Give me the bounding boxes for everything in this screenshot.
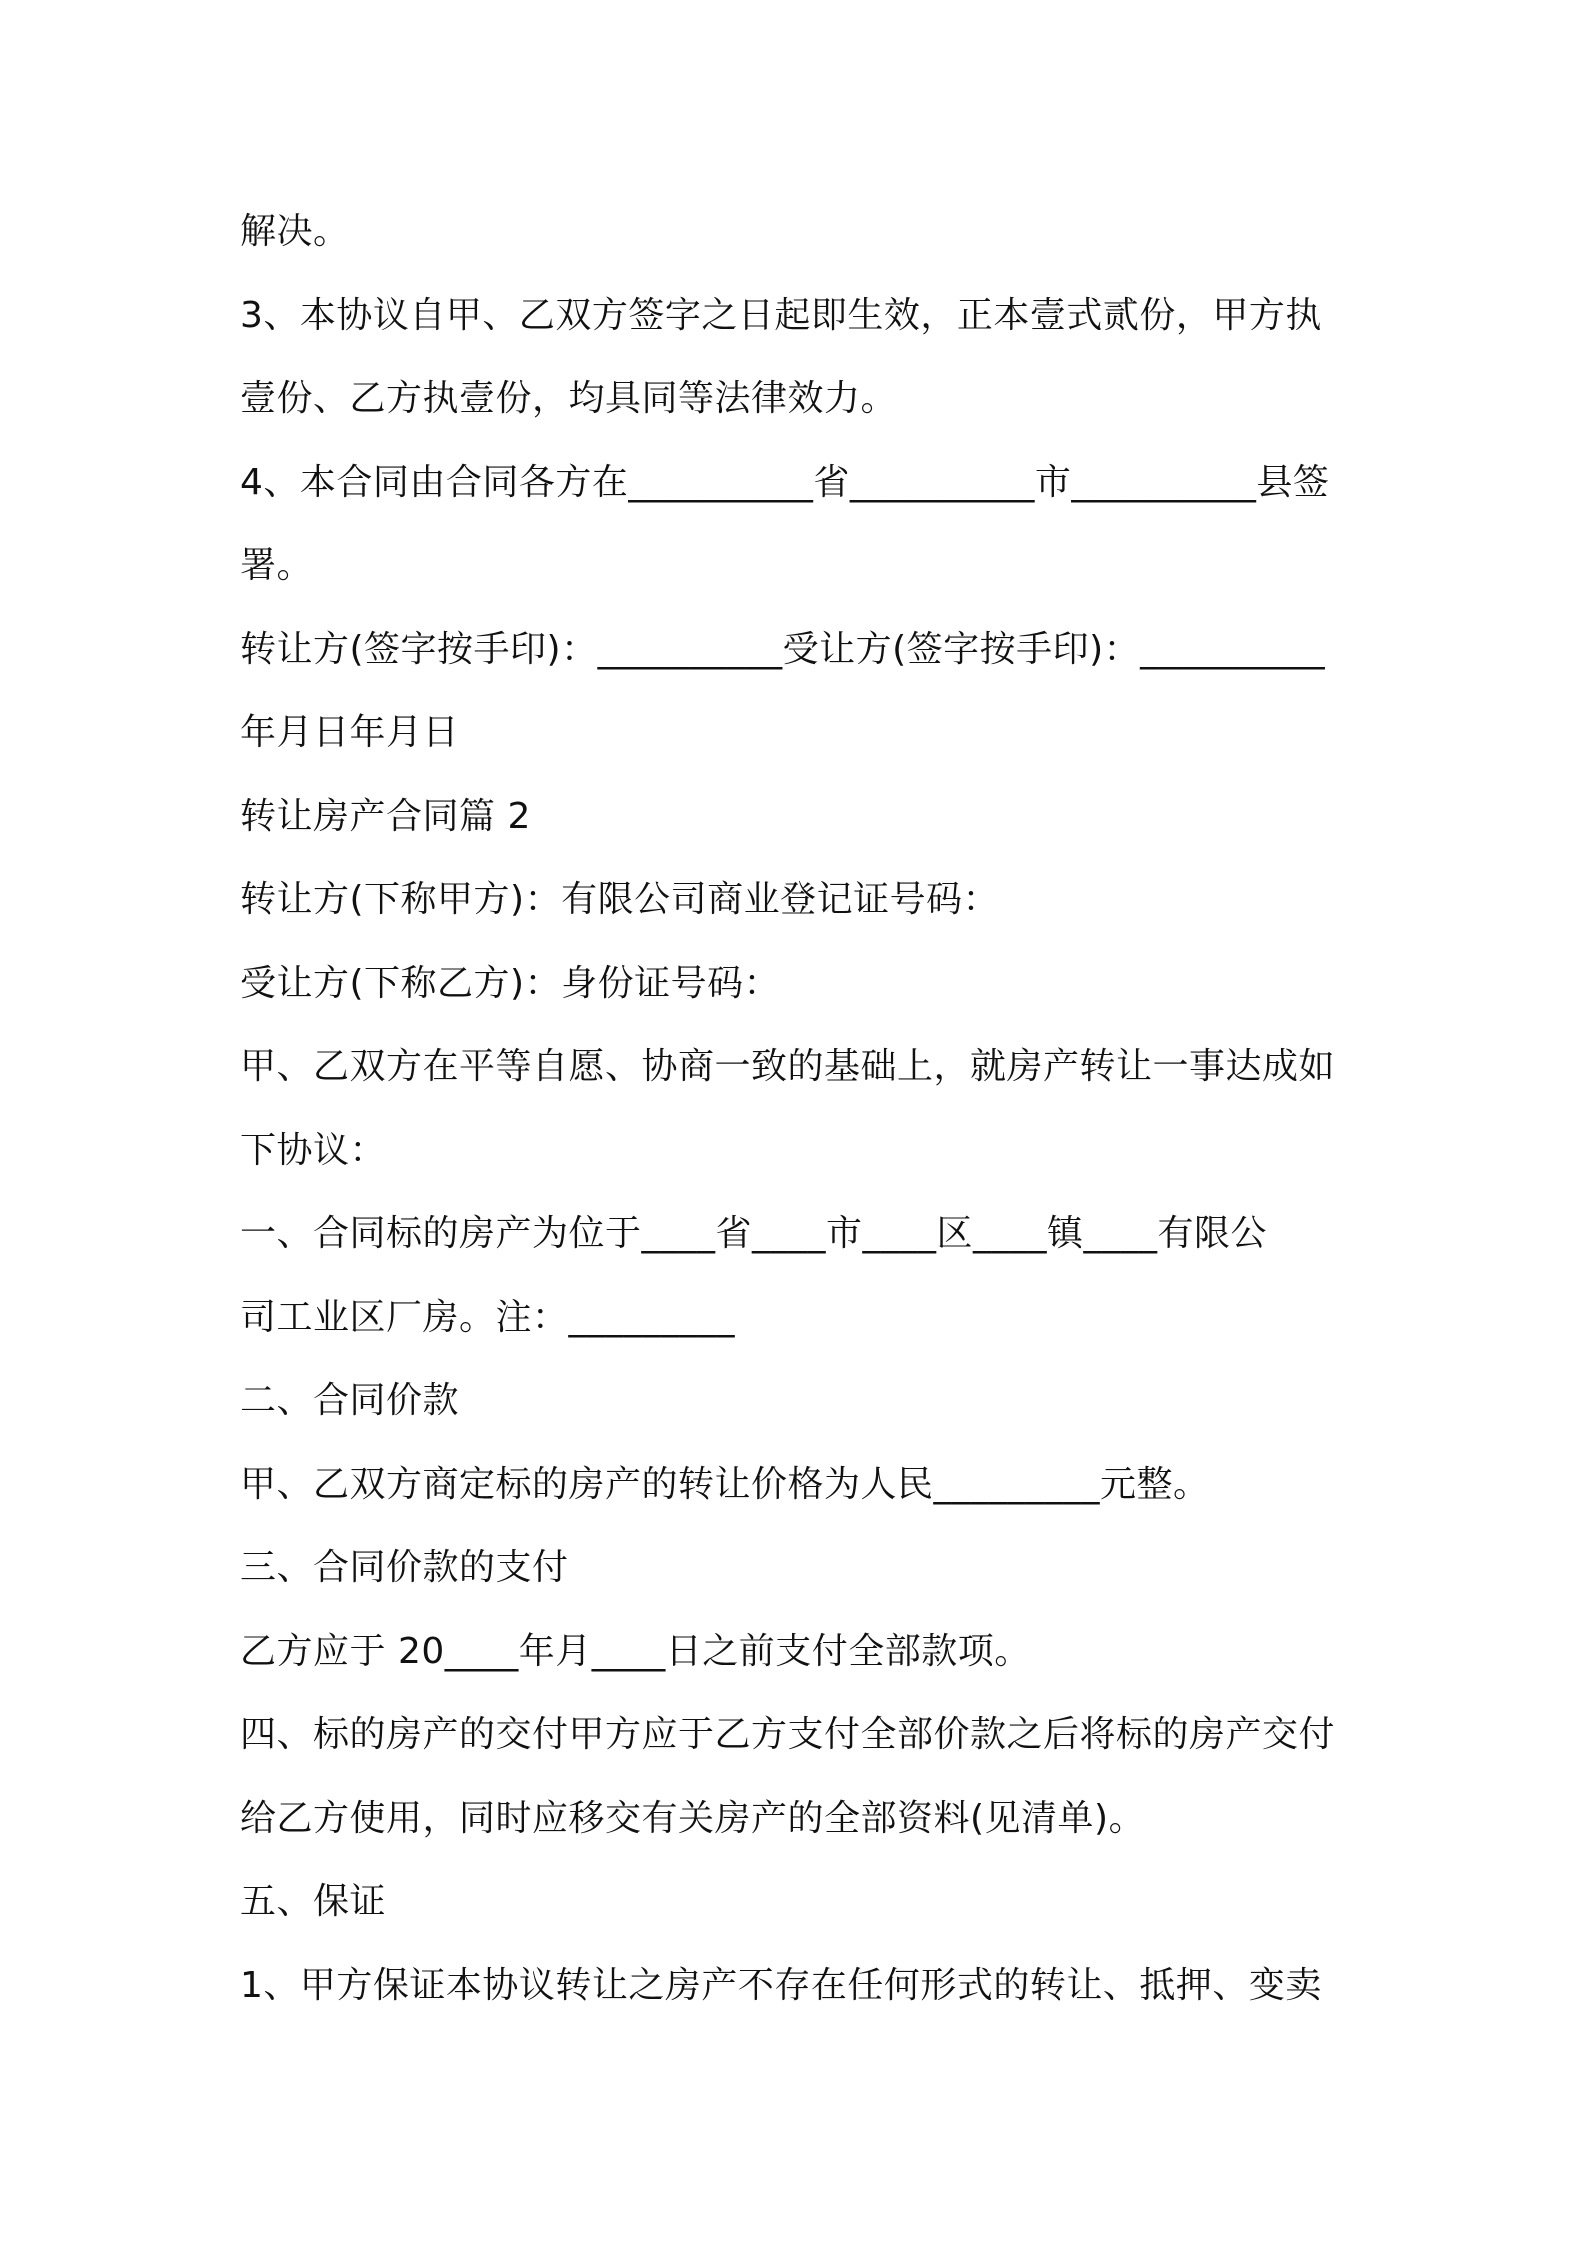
text-line: 3、本协议自甲、乙双方签字之日起即生效，正本壹式贰份，甲方执: [240, 294, 1322, 336]
text-line: 甲、乙双方在平等自愿、协商一致的基础上，就房产转让一事达成如: [240, 1046, 1336, 1087]
section-title: 转让房产合同篇 2: [240, 795, 531, 837]
text-line: 年月日年月日: [240, 712, 460, 753]
text-line: 下协议：: [240, 1129, 387, 1171]
text-line: 署。: [240, 545, 314, 586]
clause-heading: 二、合同价款: [240, 1380, 460, 1421]
contract-text: [240, 190, 1360, 2027]
text-line: 转让方(下称甲方)：有限公司商业登记证号码：: [240, 879, 1000, 920]
text-line: 四、标的房产的交付甲方应于乙方支付全部价款之后将标的房产交付: [240, 1714, 1336, 1755]
text-line: 4、本合同由合同各方在__________省__________市__________县签: [240, 461, 1330, 503]
text-line: 甲、乙双方商定标的房产的转让价格为人民_________元整。: [240, 1463, 1210, 1505]
text-line: 转让方(签字按手印)：__________受让方(签字按手印)：__________: [240, 628, 1326, 670]
text-line: 壹份、乙方执壹份，均具同等法律效力。: [240, 378, 898, 419]
text-line: 乙方应于 20____年月____日之前支付全部款项。: [240, 1630, 1031, 1672]
text-line: 受让方(下称乙方)：身份证号码：: [240, 962, 781, 1004]
text-line: 给乙方使用，同时应移交有关房产的全部资料(见清单)。: [240, 1797, 1146, 1839]
clause-heading: 五、保证: [240, 1881, 387, 1922]
text-line: 解决。: [240, 211, 350, 252]
text-line: 1、甲方保证本协议转让之房产不存在任何形式的转让、抵押、变卖: [240, 1964, 1322, 2006]
text-line: 司工业区厂房。注：_________: [240, 1296, 736, 1338]
clause-heading: 三、合同价款的支付: [240, 1547, 569, 1588]
text-line: 一、合同标的房产为位于____省____市____区____镇____有限公: [240, 1213, 1268, 1254]
